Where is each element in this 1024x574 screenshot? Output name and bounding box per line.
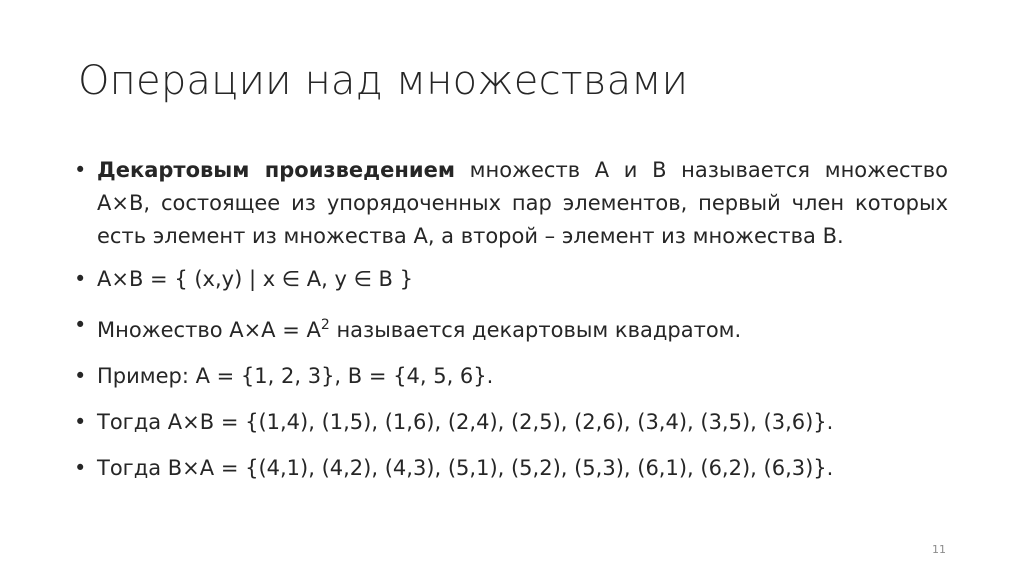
- bullet-list: [74, 154, 948, 498]
- bullet-dot-icon: •: [74, 456, 87, 480]
- bullet-item-bxa: [74, 452, 948, 484]
- bullet-dot-icon: •: [74, 410, 87, 434]
- bullet-item-axb: [74, 406, 948, 438]
- example-text: Пример: A = {1, 2, 3}, B = {4, 5, 6}.: [97, 364, 494, 388]
- definition-text: множеств A и B называется множество A×B, состоящее из упорядоченных пар элементов, первый член которых есть элемент из множества A, а второй – элемент из множества B.: [97, 158, 948, 248]
- bullet-dot-icon: •: [74, 364, 87, 388]
- page-number: 11: [932, 543, 946, 556]
- bullet-dot-icon: •: [74, 267, 87, 291]
- formula-text: A×B = { (x,y) | x ∈ A, y ∈ B }: [97, 267, 413, 291]
- bullet-item-definition: [74, 154, 948, 253]
- axb-text: Тогда A×B = {(1,4), (1,5), (1,6), (2,4), (2,5), (2,6), (3,4), (3,5), (3,6)}.: [97, 410, 834, 434]
- square-text-after: называется декартовым квадратом.: [329, 318, 742, 342]
- bxa-text: Тогда B×A = {(4,1), (4,2), (4,3), (5,1), (5,2), (5,3), (6,1), (6,2), (6,3)}.: [97, 456, 834, 480]
- term-cartesian-product: Декартовым произведением: [97, 158, 455, 182]
- bullet-dot-icon: •: [74, 313, 87, 337]
- square-text: [97, 318, 741, 342]
- bullet-dot-icon: •: [74, 158, 87, 182]
- bullet-item-example: [74, 360, 948, 392]
- square-text-before: Множество A×A = A: [97, 318, 321, 342]
- slide-title: Операции над множествами: [78, 58, 689, 104]
- square-exponent: 2: [320, 317, 330, 333]
- bullet-item-formula: [74, 263, 948, 295]
- bullet-item-square: [74, 309, 948, 346]
